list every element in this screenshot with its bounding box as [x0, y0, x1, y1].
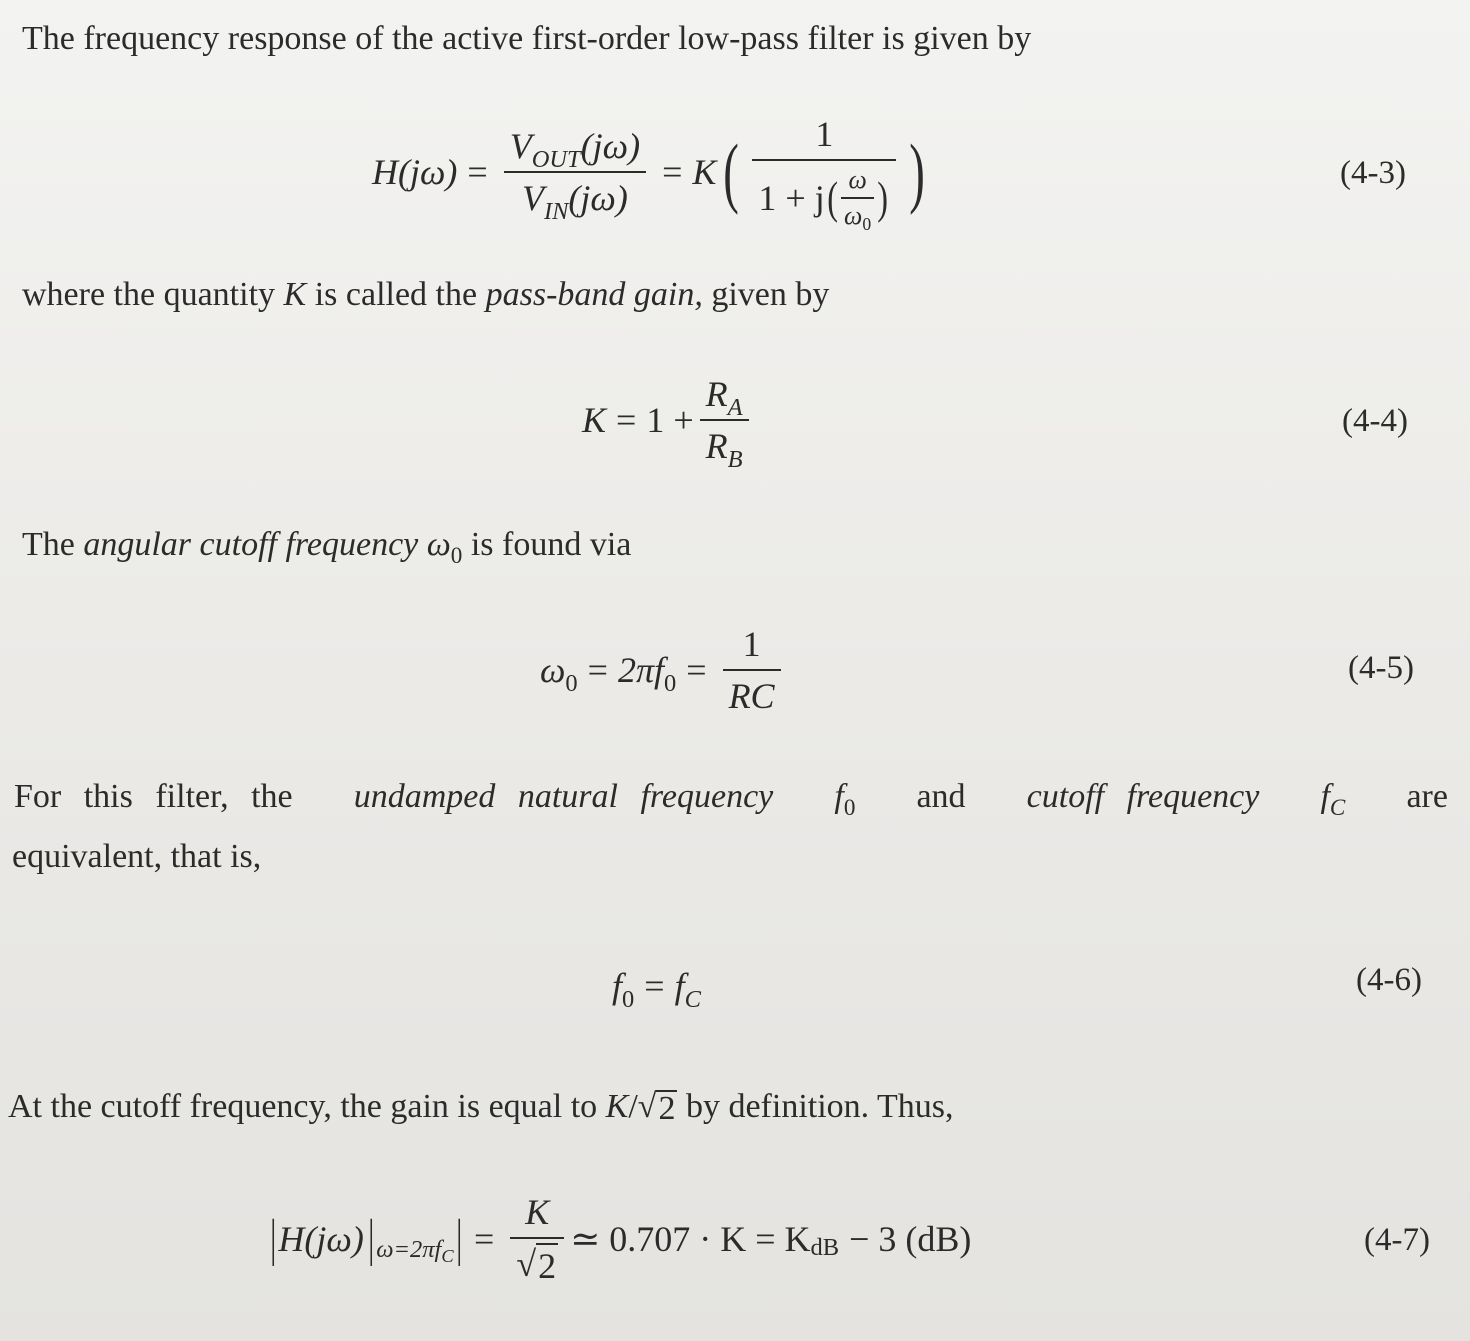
equation-4-5 — [540, 622, 787, 718]
symbol-fc-subscript: C — [1329, 795, 1346, 822]
paragraph-cutoff-gain — [8, 1090, 954, 1126]
eq7-sqrt-sign: √ — [516, 1244, 537, 1284]
equation-4-7 — [268, 1184, 971, 1294]
eq7-numerator: K — [525, 1192, 550, 1232]
symbol-f0-f: f — [834, 778, 844, 815]
eq4-resistor-ratio — [700, 373, 749, 473]
paragraph-passband-text-b: is called the — [314, 276, 478, 313]
eq3-vin-argument: (jω) — [568, 178, 628, 218]
paragraph-natural-text-and: and — [916, 778, 966, 815]
eq7-sqrt-radicand: 2 — [536, 1243, 558, 1287]
eq4-ra-subscript: A — [727, 393, 743, 421]
eq3-omega0-symbol: ω — [844, 201, 863, 230]
paragraph-passband-text-c: given by — [711, 276, 830, 313]
eq6-lhs — [612, 965, 635, 1013]
eq7-eval-c: C — [441, 1245, 454, 1266]
eq7-abs-right: | — [455, 1210, 462, 1267]
paragraph-angular-text-a: The — [22, 526, 75, 563]
paragraph-natural-text-line2: equivalent, that is, — [12, 838, 262, 875]
eq3-vin-symbol: V — [521, 178, 544, 218]
eq3-vin-subscript: IN — [543, 197, 569, 225]
eq5-numerator: 1 — [742, 624, 761, 664]
eq3-equals-2: = — [662, 152, 683, 192]
eq7-kdb-subscript: dB — [810, 1233, 840, 1261]
eq4-one-plus: 1 + — [646, 400, 694, 440]
eq3-k: K — [692, 152, 717, 192]
paragraph-gain-k: K — [605, 1088, 629, 1125]
eq6-fc: f — [674, 966, 685, 1006]
paragraph-natural-text-are: are — [1406, 778, 1448, 815]
eq3-transfer-denominator — [752, 161, 896, 235]
eq7-tail: − 3 (dB) — [849, 1219, 972, 1259]
paragraph-passband — [22, 278, 829, 312]
eq5-omega-subscript: 0 — [565, 669, 578, 697]
eq3-left-paren: ( — [723, 128, 740, 215]
eq7-denominator-sqrt — [510, 1239, 564, 1287]
symbol-omega-subscript: 0 — [450, 543, 463, 570]
eq5-equals-1: = — [587, 650, 608, 690]
paragraph-angular-text-b: is found via — [470, 526, 632, 563]
symbol-omega0 — [426, 526, 463, 570]
paragraph-passband-k: K — [283, 276, 307, 313]
eq5-equals-2: = — [686, 650, 707, 690]
equation-4-4 — [582, 372, 755, 473]
equation-number-4-6: (4-6) — [1356, 962, 1422, 998]
paragraph-intro — [22, 22, 1031, 56]
eq3-omega-numerator: ω — [848, 165, 867, 194]
symbol-fc-f: f — [1320, 778, 1330, 815]
symbol-omega: ω — [426, 526, 451, 563]
eq7-abs-left: | — [270, 1210, 277, 1267]
eq4-rb-subscript: B — [727, 445, 743, 473]
paragraph-gain-text-a: At the cutoff frequency, the gain is equal to — [8, 1088, 598, 1125]
eq3-one-plus-j: 1 + j — [758, 178, 825, 218]
paragraph-passband-text-a: where the quantity — [22, 276, 276, 313]
term-undamped-natural-frequency: undamped natural frequency — [353, 778, 774, 815]
equation-number-4-3: (4-3) — [1340, 155, 1406, 191]
eq4-numerator — [700, 373, 749, 419]
sqrt-radicand: 2 — [658, 1090, 676, 1127]
eq6-f: f — [612, 966, 623, 1006]
eq3-ratio-numerator — [504, 125, 646, 171]
eq3-omega-denominator — [841, 199, 874, 235]
paragraph-natural-text-a: For this filter, the — [14, 778, 293, 815]
eq3-transfer-fraction — [752, 113, 896, 235]
eq5-denominator: RC — [728, 676, 775, 716]
term-pass-band-gain: pass-band gain, — [485, 276, 703, 313]
paragraph-natural-frequency — [14, 778, 1448, 822]
eq3-transfer-numerator: 1 — [815, 114, 834, 154]
eq4-equals: = — [616, 400, 637, 440]
equation-4-6 — [612, 958, 701, 1014]
eq6-rhs — [674, 965, 701, 1013]
eq4-denominator — [700, 421, 749, 473]
eq3-right-paren: ) — [909, 128, 926, 215]
paragraph-gain-text-b: by definition. Thus, — [685, 1088, 954, 1125]
eq6-f-subscript: 0 — [622, 985, 635, 1013]
eq5-f-subscript: 0 — [664, 669, 677, 697]
equation-number-4-7: (4-7) — [1364, 1222, 1430, 1258]
eq3-omega-ratio — [841, 165, 874, 235]
sqrt-sign: √ — [637, 1088, 657, 1125]
symbol-fc — [1320, 778, 1346, 822]
eq3-vout-subscript: OUT — [531, 145, 581, 173]
eq5-omega: ω — [540, 650, 566, 690]
eq4-lhs: K — [582, 400, 607, 440]
equation-number-4-4: (4-4) — [1342, 403, 1408, 439]
eq3-voltage-ratio — [504, 125, 646, 225]
eq3-equals-1: = — [467, 152, 488, 192]
eq4-rb-symbol: R — [705, 426, 728, 466]
eq3-lhs: H(jω) — [372, 152, 458, 192]
eq5-two-pi-f: 2πf — [617, 650, 665, 690]
eq5-lhs — [540, 649, 578, 697]
equation-4-3 — [372, 112, 932, 235]
eq7-equals: = — [474, 1219, 495, 1259]
eq3-inner-right-paren: ) — [877, 172, 889, 223]
eq3-vout-symbol: V — [509, 126, 532, 166]
symbol-f0 — [834, 778, 856, 822]
eq5-two-pi-f0 — [617, 649, 677, 697]
eq7-eval-bar: | — [367, 1210, 375, 1267]
symbol-f0-subscript: 0 — [843, 795, 856, 822]
eq3-vout-argument: (jω) — [580, 126, 641, 166]
eq7-approx-expression: ≃ 0.707 · K = K — [570, 1219, 811, 1259]
term-angular-cutoff-frequency: angular cutoff frequency — [83, 526, 419, 563]
paragraph-natural-frequency-line2 — [12, 840, 261, 874]
eq6-equals: = — [644, 966, 665, 1006]
eq7-eval-subscript — [376, 1236, 453, 1264]
paragraph-gain-sqrt2 — [638, 1090, 678, 1126]
paragraph-angular-cutoff — [22, 526, 632, 570]
eq7-h: H(jω) — [278, 1219, 364, 1259]
eq3-omega0-subscript: 0 — [862, 214, 872, 235]
eq7-eval-omega: ω=2πf — [376, 1236, 442, 1264]
eq4-ra-symbol: R — [705, 374, 728, 414]
eq5-rc-fraction — [723, 623, 781, 717]
eq6-fc-subscript: C — [684, 985, 701, 1013]
eq3-ratio-denominator — [516, 173, 634, 225]
eq7-k-over-sqrt2 — [510, 1191, 564, 1287]
paragraph-gain-slash: / — [628, 1088, 638, 1125]
paragraph-intro-text: The frequency response of the active first-order low-pass filter is given by — [22, 20, 1032, 57]
eq3-inner-left-paren: ( — [827, 172, 838, 223]
equation-number-4-5: (4-5) — [1348, 650, 1414, 686]
term-cutoff-frequency: cutoff frequency — [1026, 778, 1260, 815]
